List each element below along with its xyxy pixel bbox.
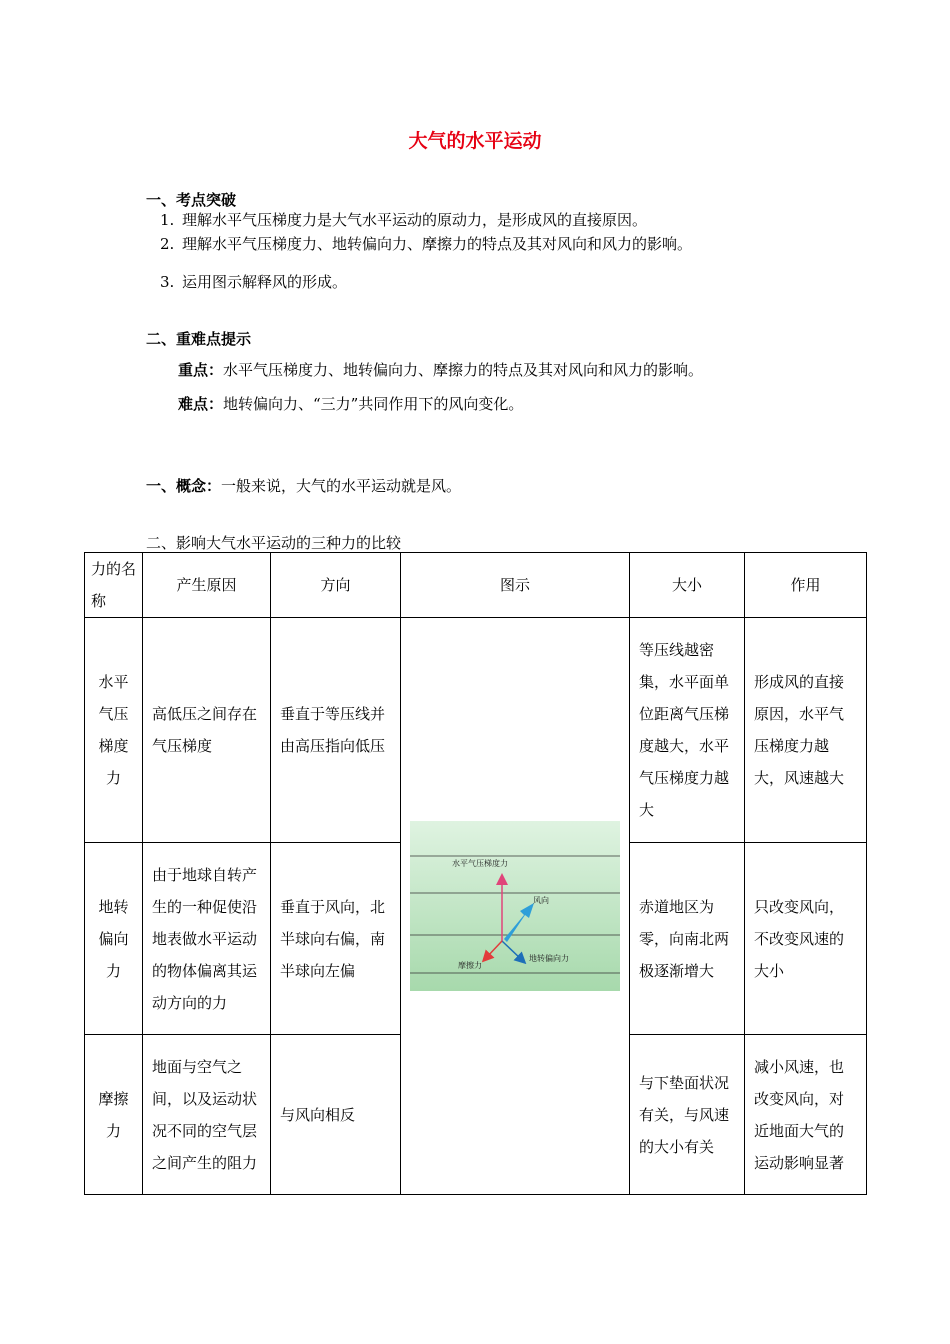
row-direction: 垂直于风向，北半球向右偏，南半球向左偏 — [271, 843, 401, 1035]
section-heading-difficulties: 二、重难点提示 — [146, 330, 252, 348]
row-direction: 与风向相反 — [271, 1035, 401, 1195]
row-name: 摩擦力 — [85, 1035, 143, 1195]
list-item — [160, 234, 692, 254]
key-point-line — [178, 360, 703, 380]
header-name: 力的名称 — [85, 553, 143, 618]
table-row — [85, 618, 867, 843]
difficulty-line — [178, 394, 523, 414]
row-effect: 减小风速，也改变风向，对近地面大气的运动影响显著 — [745, 1035, 867, 1195]
table-header-row — [85, 553, 867, 618]
list-item-text: 运用图示解释风的形成。 — [182, 273, 348, 291]
key-point-text: 水平气压梯度力、地转偏向力、摩擦力的特点及其对风向和风力的影响。 — [223, 361, 704, 379]
header-magnitude: 大小 — [630, 553, 745, 618]
header-diagram: 图示 — [401, 553, 630, 618]
coriolis-label: 地转偏向力 — [529, 954, 569, 963]
row-cause: 由于地球自转产生的一种促使沿地表做水平运动的物体偏离其运动方向的力 — [143, 843, 271, 1035]
diagram-background — [410, 821, 620, 991]
page-title: 大气的水平运动 — [408, 130, 542, 152]
row-direction: 垂直于等压线并由高压指向低压 — [271, 618, 401, 843]
row-cause: 高低压之间存在气压梯度 — [143, 618, 271, 843]
row-magnitude: 赤道地区为零，向南北两极逐渐增大 — [630, 843, 745, 1035]
list-item-number: 1. — [160, 211, 175, 229]
row-magnitude: 与下垫面状况有关，与风速的大小有关 — [630, 1035, 745, 1195]
comparison-heading: 二、影响大气水平运动的三种力的比较 — [146, 534, 402, 552]
concept-label: 一、概念： — [146, 477, 222, 495]
difficulty-text: 地转偏向力、“三力”共同作用下的风向变化。 — [223, 395, 524, 413]
wind-label: 风向 — [533, 896, 549, 905]
row-magnitude: 等压线越密集，水平面单位距离气压梯度越大，水平气压梯度力越大 — [630, 618, 745, 843]
difficulty-label: 难点： — [178, 395, 224, 413]
list-item-text: 理解水平气压梯度力是大气水平运动的原动力，是形成风的直接原因。 — [182, 211, 648, 229]
row-effect: 形成风的直接原因，水平气压梯度力越大，风速越大 — [745, 618, 867, 843]
key-point-label: 重点： — [178, 361, 224, 379]
diagram-cell — [401, 618, 630, 1195]
list-item-text: 理解水平气压梯度力、地转偏向力、摩擦力的特点及其对风向和风力的影响。 — [182, 235, 693, 253]
row-name: 水平气压梯度力 — [85, 618, 143, 843]
header-cause: 产生原因 — [143, 553, 271, 618]
row-name: 地转偏向力 — [85, 843, 143, 1035]
row-cause: 地面与空气之间，以及运动状况不同的空气层之间产生的阻力 — [143, 1035, 271, 1195]
friction-label: 摩擦力 — [458, 961, 482, 970]
list-item-number: 2. — [160, 235, 175, 253]
row-effect: 只改变风向，不改变风速的大小 — [745, 843, 867, 1035]
list-item-number: 3. — [160, 273, 175, 291]
concept-text: 一般来说，大气的水平运动就是风。 — [221, 477, 462, 495]
list-item — [160, 272, 347, 292]
concept-line — [146, 476, 461, 496]
forces-comparison-table — [84, 552, 867, 1195]
section-heading-key-points: 一、考点突破 — [146, 191, 237, 209]
header-direction: 方向 — [271, 553, 401, 618]
pgf-label: 水平气压梯度力 — [452, 859, 508, 868]
wind-forces-diagram — [410, 821, 620, 991]
list-item — [160, 210, 647, 230]
header-effect: 作用 — [745, 553, 867, 618]
